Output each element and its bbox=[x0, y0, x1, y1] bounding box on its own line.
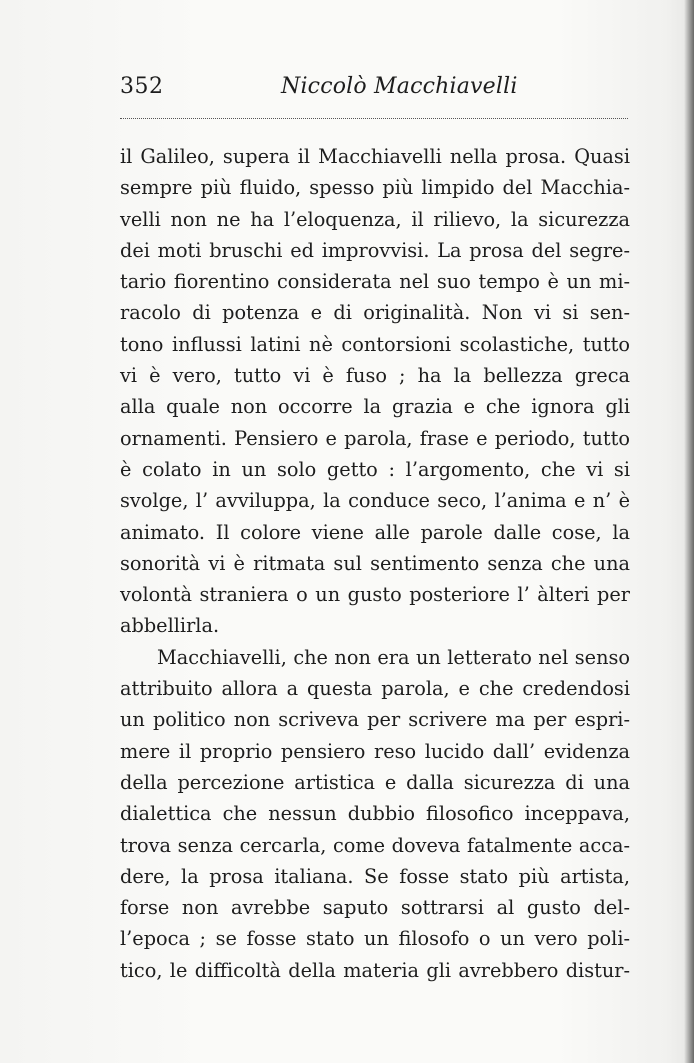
paragraph-1 bbox=[120, 141, 630, 642]
text-line: dere, la prosa italiana. Se fosse stato più artista, bbox=[120, 864, 630, 888]
text-line: è colato in un solo getto : l’argomento, che vi si bbox=[120, 457, 630, 481]
text-line: dei moti bruschi ed improvvisi. La prosa del segre- bbox=[120, 238, 630, 262]
text-line: sonorità vi è ritmata sul sentimento senza che una bbox=[120, 551, 630, 575]
text-line: l’epoca ; se fosse stato un filosofo o un vero poli- bbox=[120, 927, 630, 951]
text-line: velli non ne ha l’eloquenza, il rilievo, la sicurezza bbox=[120, 207, 630, 231]
text-line: tono influssi latini nè contorsioni scolastiche, tutto bbox=[120, 332, 630, 356]
text-line: volontà straniera o un gusto posteriore l’ àlteri per bbox=[120, 583, 630, 607]
text-line: sempre più fluido, spesso più limpido del Macchia- bbox=[120, 176, 630, 200]
text-line: svolge, l’ avviluppa, la conduce seco, l’anima e n’ è bbox=[120, 489, 630, 513]
text-line: tico, le difficoltà della materia gli avrebbero distur- bbox=[120, 958, 630, 982]
body-text bbox=[120, 141, 630, 986]
text-line: un politico non scriveva per scrivere ma per espri- bbox=[120, 708, 630, 732]
page-number: 352 bbox=[120, 74, 164, 99]
text-line: racolo di potenza e di originalità. Non vi si sen- bbox=[120, 301, 630, 325]
text-line: forse non avrebbe saputo sottrarsi al gusto del- bbox=[120, 896, 630, 920]
page-header bbox=[120, 70, 630, 104]
text-line: trova senza cercarla, come doveva fatalmente acca- bbox=[120, 833, 630, 857]
text-line: vi è vero, tutto vi è fuso ; ha la bellezza greca bbox=[120, 364, 630, 388]
page-edge-shadow bbox=[684, 0, 694, 1063]
text-line: della percezione artistica e dalla sicurezza di una bbox=[120, 770, 630, 794]
header-rule bbox=[120, 118, 628, 119]
text-line: Macchiavelli, che non era un letterato nel senso bbox=[157, 645, 630, 669]
text-line: tario fiorentino considerata nel suo tempo è un mi- bbox=[120, 270, 630, 294]
text-line: abbellirla. bbox=[120, 614, 220, 638]
paragraph-2 bbox=[120, 642, 630, 986]
text-line: dialettica che nessun dubbio filosofico inceppava, bbox=[120, 802, 630, 826]
text-line: mere il proprio pensiero reso lucido dall’ evidenza bbox=[120, 739, 630, 763]
text-line: alla quale non occorre la grazia e che ignora gli bbox=[120, 395, 630, 419]
text-line: attribuito allora a questa parola, e che credendosi bbox=[120, 677, 630, 701]
text-line: ornamenti. Pensiero e parola, frase e periodo, tutto bbox=[120, 426, 630, 450]
text-line: il Galileo, supera il Macchiavelli nella prosa. Quasi bbox=[120, 145, 630, 168]
text-line: animato. Il colore viene alle parole dalle cose, la bbox=[120, 520, 630, 544]
running-title: Niccolò Macchiavelli bbox=[281, 74, 518, 99]
